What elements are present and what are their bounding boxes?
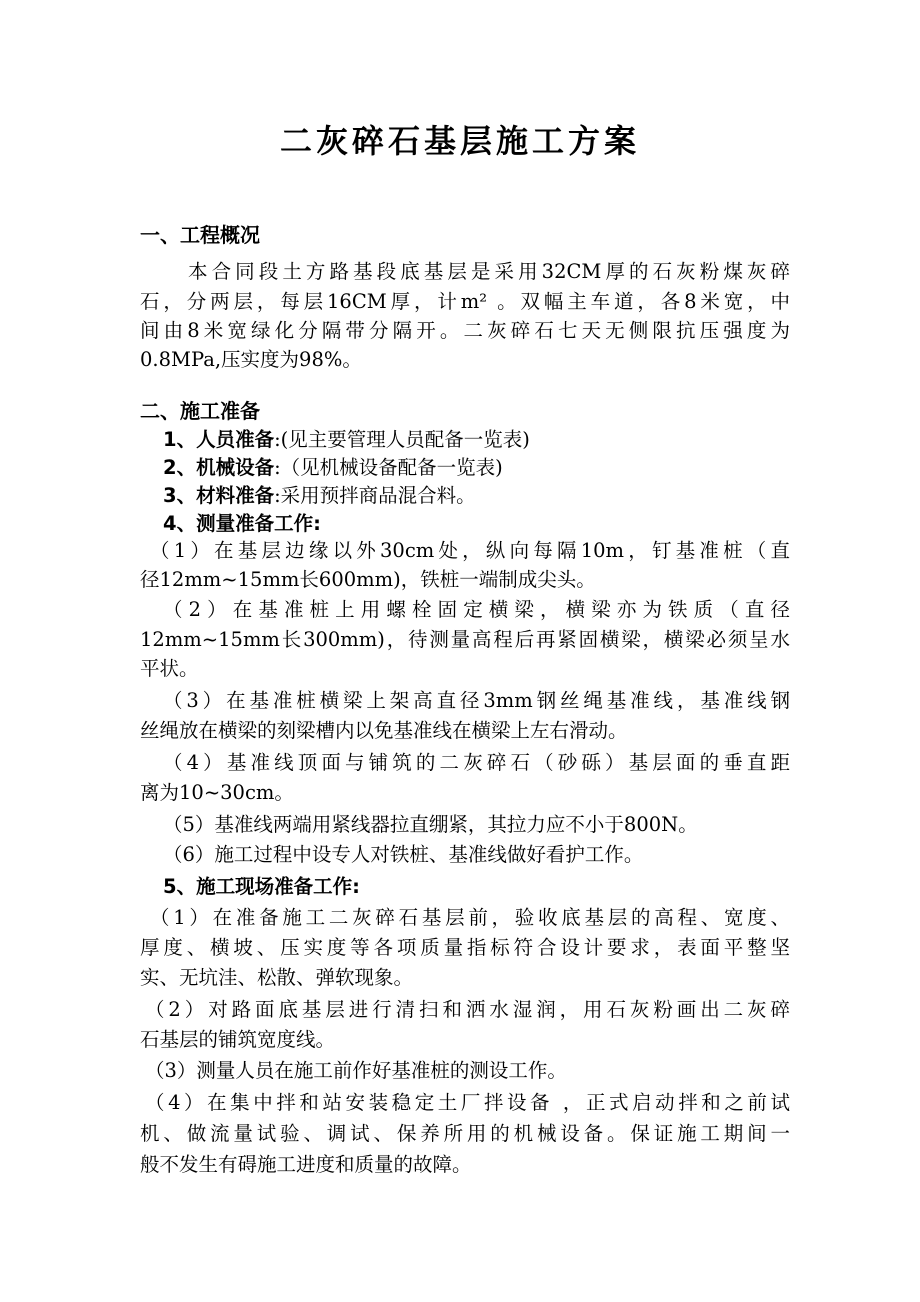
paragraph-line: （2）对路面底基层进行清扫和洒水湿润，用石灰粉画出二灰碎 <box>145 998 790 1021</box>
paragraph-line: 厚度、横坡、压实度等各项质量指标符合设计要求，表面平整坚 <box>140 936 790 959</box>
section-heading-preparation: 二、施工准备 <box>140 399 260 423</box>
paragraph-line: （3）测量人员在施工前作好基准桩的测设工作。 <box>145 1059 567 1082</box>
paragraph-line: 0.8MPa,压实度为98%。 <box>140 348 362 371</box>
paragraph-line: （2）在基准桩上用螺栓固定横梁，横梁亦为铁质（直径 <box>163 598 790 621</box>
paragraph-line: 般不发生有碍施工进度和质量的故障。 <box>140 1153 472 1176</box>
paragraph-line: 实、无坑洼、松散、弹软现象。 <box>140 966 414 989</box>
item-label: 1、人员准备 <box>163 428 275 451</box>
paragraph-line: 丝绳放在横梁的刻梁槽内以免基准线在横梁上左右滑动。 <box>140 719 628 742</box>
paragraph-line: （4）基准线顶面与铺筑的二灰碎石（砂砾）基层面的垂直距 <box>163 751 790 774</box>
section-heading-overview: 一、工程概况 <box>140 223 260 247</box>
list-item-personnel <box>163 425 813 455</box>
document-title: 二灰碎石基层施工方案 <box>279 122 640 160</box>
paragraph-line: 石基层的铺筑宽度线。 <box>140 1028 336 1051</box>
paragraph-line: （5）基准线两端用紧线器拉直绷紧，其拉力应不小于800N。 <box>163 813 698 836</box>
paragraph-line: （1）在准备施工二灰碎石基层前，验收底基层的高程、宽度、 <box>150 906 790 929</box>
item-label: 3、材料准备 <box>163 484 275 507</box>
paragraph-line: （3）在基准桩横梁上架高直径3mm钢丝绳基准线，基准线钢 <box>163 689 790 712</box>
paragraph-line: 机、做流量试验、调试、保养所用的机械设备。保证施工期间一 <box>140 1122 790 1145</box>
item-label: 2、机械设备 <box>163 456 275 479</box>
list-item-site-heading: 5、施工现场准备工作: <box>163 875 360 898</box>
paragraph-line: 本合同段土方路基段底基层是采用32CM厚的石灰粉煤灰碎 <box>188 260 790 283</box>
item-text: :（见机械设备配备一览表) <box>274 456 503 479</box>
paragraph-line: 12mm~15mm长300mm)，待测量高程后再紧固横梁，横梁必须呈水 <box>140 628 790 651</box>
paragraph-line: 石，分两层，每层16CM厚，计m² 。双幅主车道，各8米宽，中 <box>140 290 790 313</box>
list-item-materials <box>163 481 813 511</box>
paragraph-line: （1）在基层边缘以外30cm处，纵向每隔10m，钉基准桩（直 <box>150 539 790 562</box>
item-text: :采用预拌商品混合料。 <box>274 484 476 507</box>
paragraph-line: 离为10~30cm。 <box>140 781 294 804</box>
list-item-machinery <box>163 453 813 483</box>
paragraph-line: 平状。 <box>140 657 199 680</box>
paragraph-line: （4）在集中拌和站安装稳定土厂拌设备 ，正式启动拌和之前试 <box>145 1091 790 1114</box>
list-item-survey-heading: 4、测量准备工作: <box>163 512 321 535</box>
paragraph-line: 径12mm~15mm长600mm)，铁桩一端制成尖头。 <box>140 568 596 591</box>
item-text: :(见主要管理人员配备一览表) <box>274 428 530 451</box>
paragraph-line: （6）施工过程中设专人对铁桩、基准线做好看护工作。 <box>163 843 644 866</box>
paragraph-line: 间由8米宽绿化分隔带分隔开。二灰碎石七天无侧限抗压强度为 <box>140 319 790 342</box>
